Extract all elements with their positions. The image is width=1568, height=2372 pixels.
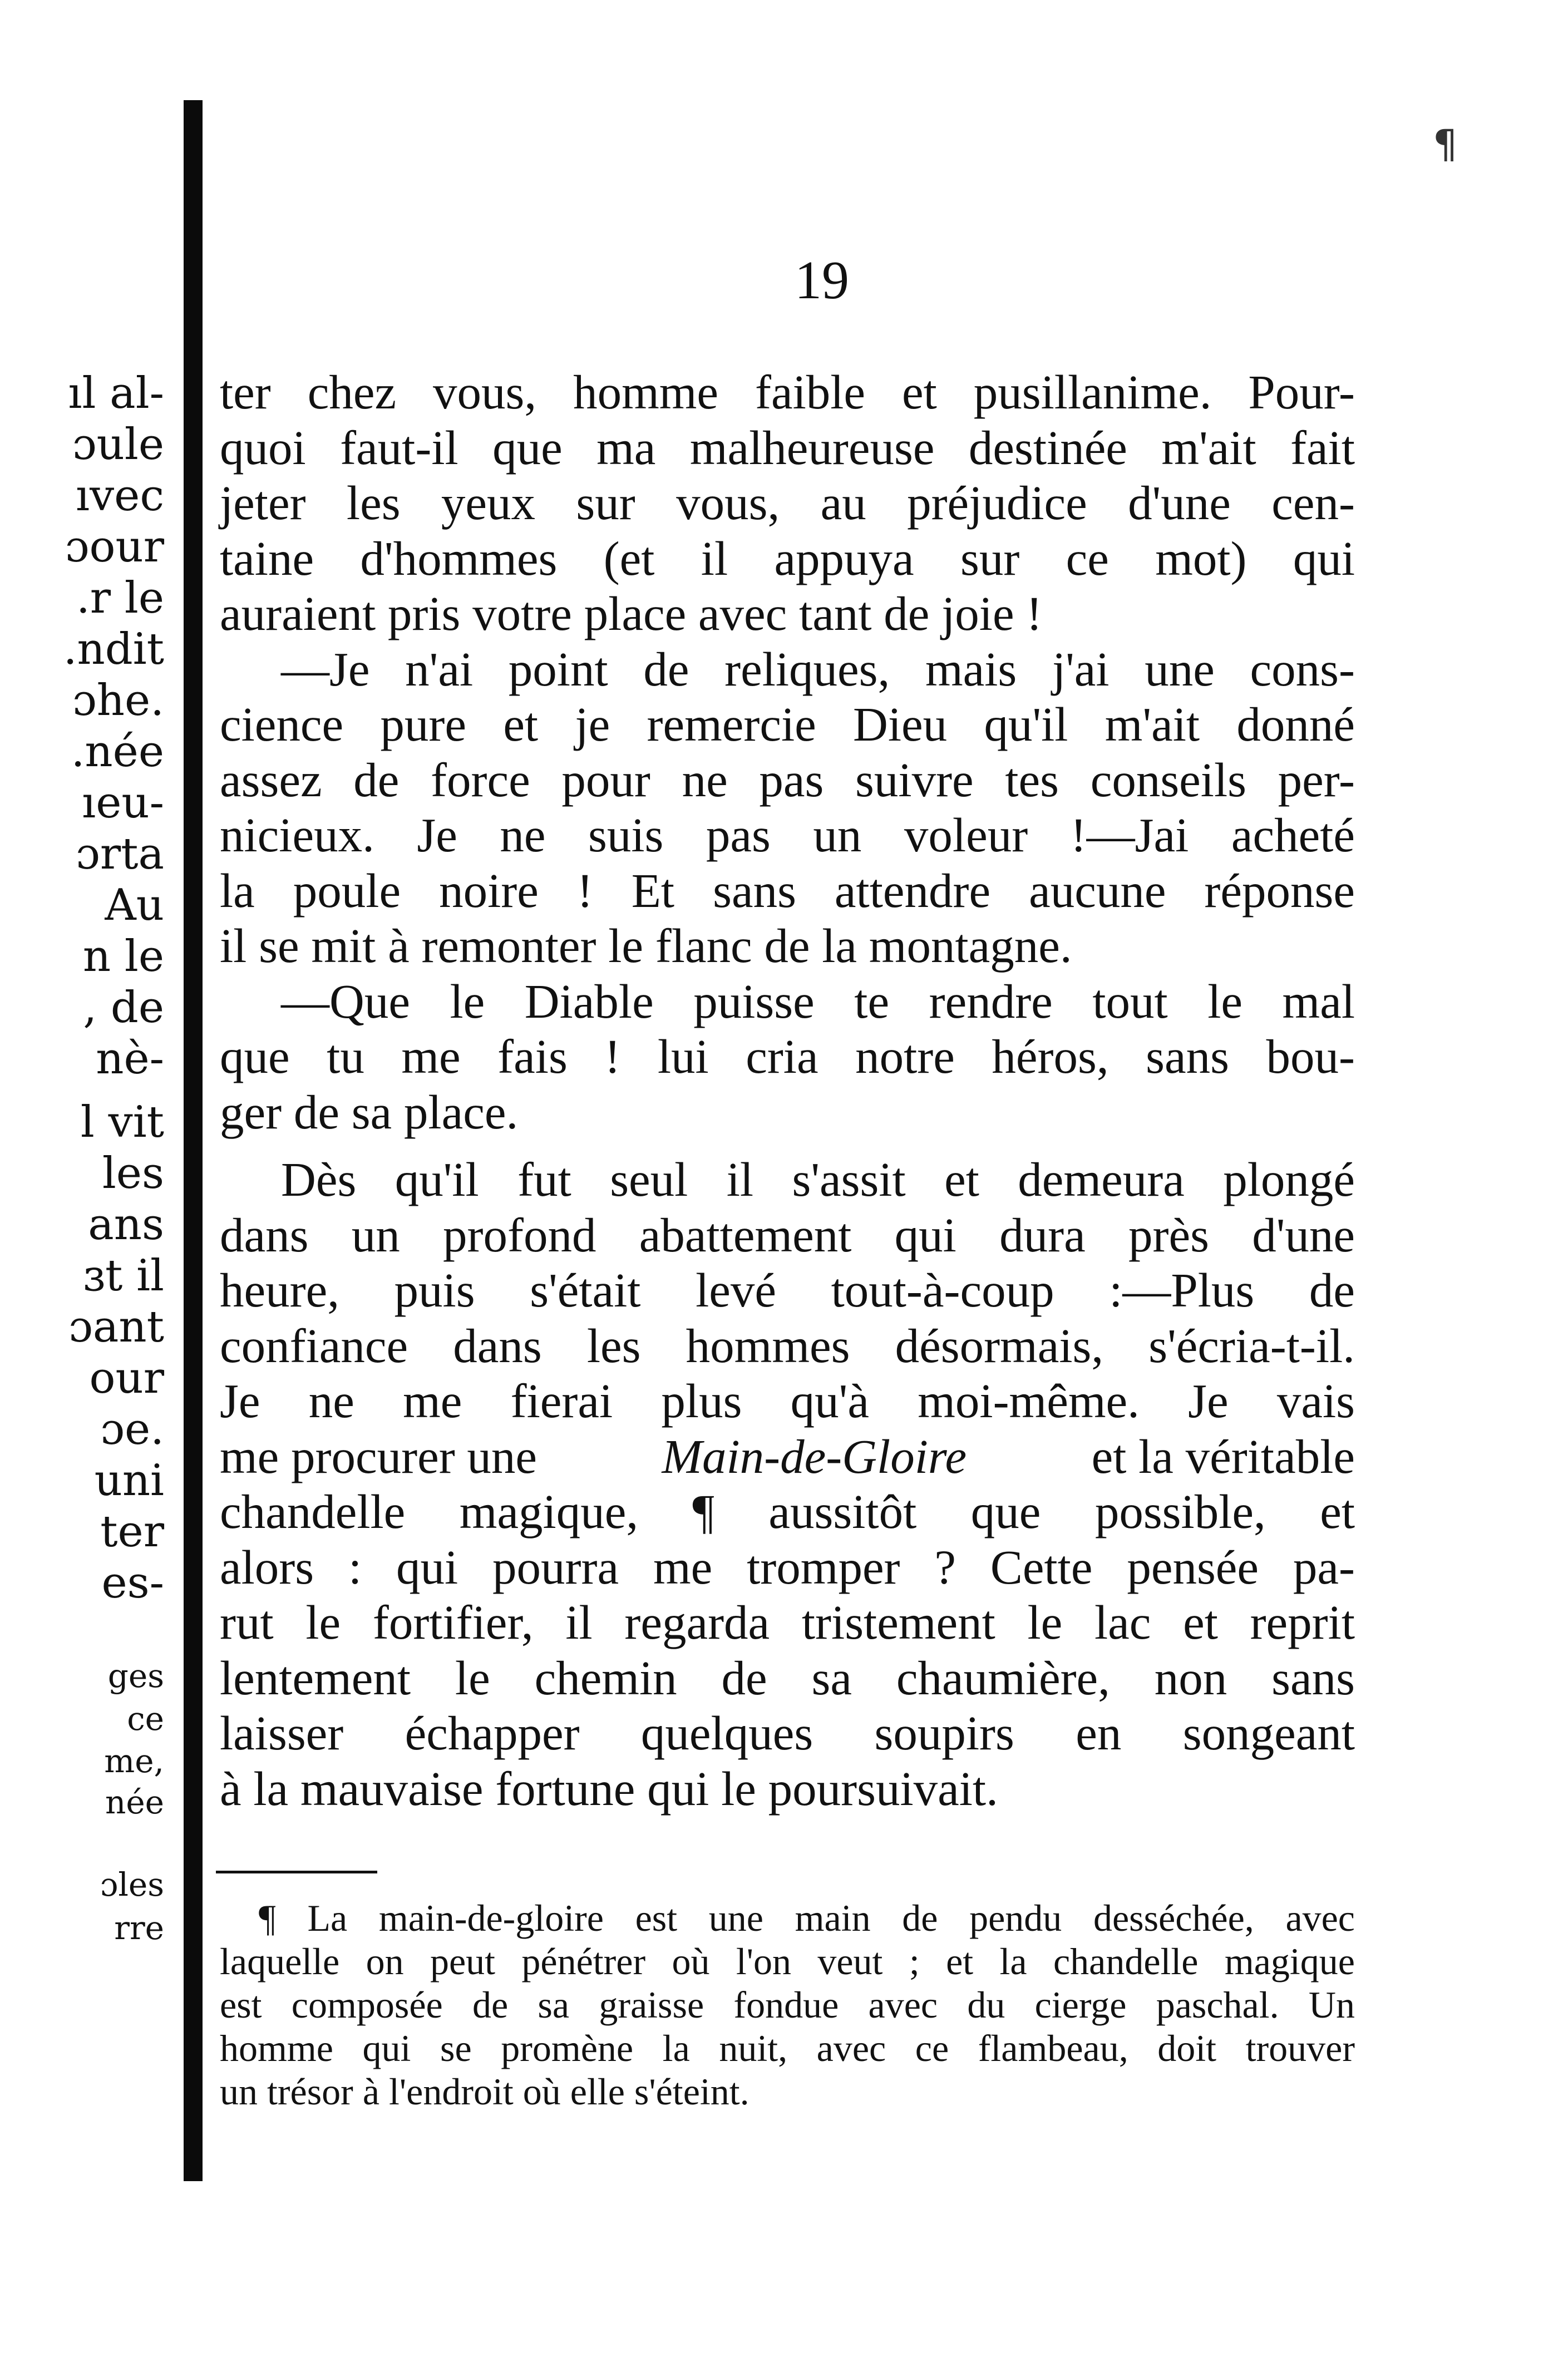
page-number: 19 <box>795 250 849 310</box>
corner-mark: ¶ <box>1433 121 1458 167</box>
fragment-line: ɔles <box>100 1866 164 1903</box>
text-line: confiance dans les hommes désormais, s'écria-t-il. <box>220 1318 1355 1373</box>
fragment-line: Au <box>105 880 164 930</box>
fragment-line: ɔour <box>65 522 164 572</box>
fragment-line: .ndit <box>63 624 164 674</box>
footnote-line: homme qui se promène la nuit, avec ce flambeau, doit trouver <box>220 2027 1355 2069</box>
fragment-line: rre <box>114 1909 164 1947</box>
body-text <box>220 364 1355 1816</box>
fragment-line: n le <box>82 931 164 982</box>
fragment-line: ɔant <box>68 1302 164 1352</box>
text-line: ger de sa place. <box>220 1084 519 1139</box>
fragment-line: ɔule <box>72 420 164 470</box>
footnote-line: un trésor à l'endroit où elle s'éteint. <box>220 2070 750 2113</box>
text-line: quoi faut-il que ma malheureuse destinée m'ait fait <box>220 420 1355 475</box>
text-line: dans un profond abattement qui dura près d'une <box>220 1207 1355 1262</box>
text-line: auraient pris votre place avec tant de joie ! <box>220 586 1043 640</box>
text-line: rut le fortifier, il regarda tristement le lac et reprit <box>220 1595 1355 1649</box>
fragment-line: me, <box>104 1742 164 1780</box>
fragment-line: ɜt il <box>83 1251 164 1301</box>
text-line: Je ne me fierai plus qu'à moi-même. Je vais <box>220 1374 1355 1428</box>
text-line: chandelle magique, ¶ aussitôt que possible, et <box>220 1485 1355 1538</box>
fragment-line: ɔrta <box>76 829 164 879</box>
text-line: jeter les yeux sur vous, au préjudice d'une cen- <box>220 476 1355 530</box>
text-line: heure, puis s'était levé tout-à-coup :—Plus de <box>220 1263 1355 1317</box>
fragment-line: l vit <box>80 1097 164 1147</box>
footnote <box>220 1896 1355 2113</box>
fragment-line: née <box>105 1783 164 1821</box>
fragment-line: ıl al- <box>68 368 164 418</box>
footnote-line: est composée de sa graisse fondue avec du cierge paschal. Un <box>220 1984 1355 2026</box>
text-line: Dès qu'il fut seul il s'assit et demeura plongé <box>281 1152 1355 1206</box>
fragment-line: ıeu- <box>82 778 164 828</box>
text-line-with-italic <box>220 1429 1355 1485</box>
fragment-line: ges <box>107 1657 164 1695</box>
book-spine <box>184 100 203 2181</box>
fragment-line: ans <box>88 1200 164 1250</box>
fragment-line: ɔhe. <box>72 675 164 726</box>
text-line: la poule noire ! Et sans attendre aucune réponse <box>220 863 1355 918</box>
fragment-line: .r le <box>76 573 164 623</box>
fragment-line: uni <box>94 1456 164 1506</box>
text-line: cience pure et je remercie Dieu qu'il m'ait donné <box>220 697 1355 751</box>
fragment-line: es- <box>101 1558 164 1608</box>
text-segment: et la véritable <box>1091 1429 1355 1483</box>
text-segment: me procurer une <box>220 1429 538 1483</box>
text-line: taine d'hommes (et il appuya sur ce mot) qui <box>220 531 1355 585</box>
text-line: lentement le chemin de sa chaumière, non sans <box>220 1650 1355 1705</box>
text-line: nicieux. Je ne suis pas un voleur !—Jai acheté <box>220 808 1355 862</box>
fragment-line: nè- <box>96 1034 164 1084</box>
text-line: alors : qui pourra me tromper ? Cette pensée pa- <box>220 1540 1355 1594</box>
fragment-line: our <box>89 1353 164 1403</box>
fragment-line: ce <box>127 1700 164 1738</box>
footnote-separator <box>216 1871 377 1873</box>
fragment-line: , de <box>83 983 164 1033</box>
text-line: laisser échapper quelques soupirs en songeant <box>220 1706 1355 1760</box>
fragment-line: .née <box>71 727 164 777</box>
text-line: à la mauvaise fortune qui le poursuivait. <box>220 1761 998 1816</box>
fragment-line: ɔe. <box>100 1404 164 1454</box>
italic-term-main-de-gloire: Main-de-Gloire <box>662 1429 967 1483</box>
text-line: il se mit à remonter le flanc de la montagne. <box>220 919 1072 973</box>
text-line: assez de force pour ne pas suivre tes conseils per- <box>220 752 1355 807</box>
text-line: —Que le Diable puisse te rendre tout le mal <box>281 974 1355 1028</box>
text-line: que tu me fais ! lui cria notre héros, sans bou- <box>220 1029 1355 1083</box>
fragment-line: ter <box>100 1507 164 1557</box>
fragment-line: ıvec <box>76 471 164 521</box>
text-line: —Je n'ai point de reliques, mais j'ai une cons- <box>281 642 1355 696</box>
footnote-line: laquelle on peut pénétrer où l'on veut ; et la chandelle magique <box>220 1940 1355 1983</box>
fragment-line: les <box>102 1148 164 1199</box>
text-line: ter chez vous, homme faible et pusillanime. Pour- <box>220 365 1355 419</box>
footnote-line: ¶ La main-de-gloire est une main de pendu desséchée, avec <box>259 1897 1355 1939</box>
